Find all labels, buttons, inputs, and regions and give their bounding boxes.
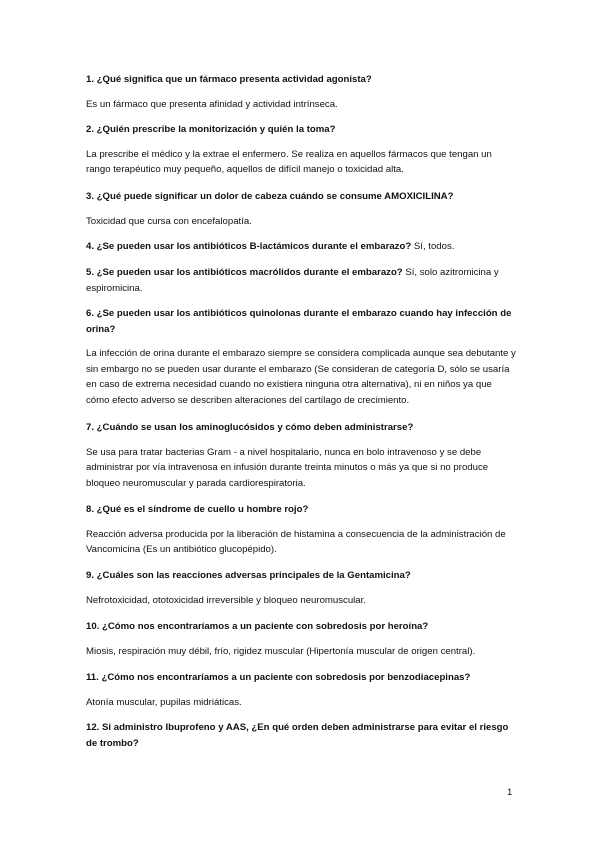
question-text: 2. ¿Quién prescribe la monitorización y quién la toma?: [86, 124, 336, 135]
question-text: 8. ¿Qué es el síndrome de cuello u hombre rojo?: [86, 504, 309, 515]
answer-text: Sí, solo azitromicina y espiromicina.: [86, 267, 499, 294]
answer-text: Toxicidad que cursa con encefalopatía.: [86, 215, 252, 227]
question-9: [86, 568, 516, 608]
answer-text: Sí, todos.: [411, 241, 455, 252]
question-5: [86, 265, 516, 296]
answer-text: Atonía muscular, pupilas midriáticas.: [86, 696, 242, 708]
question-text: 3. ¿Qué puede significar un dolor de cabeza cuándo se consume AMOXICILINA?: [86, 191, 454, 202]
question-text: 4. ¿Se pueden usar los antibióticos B-lactámicos durante el embarazo?: [86, 241, 412, 252]
question-2: [86, 122, 516, 178]
answer-text: Miosis, respiración muy débil, frío, rigidez muscular (Hipertonía muscular de origen central).: [86, 645, 476, 657]
question-text: 12. Si administro Ibuprofeno y AAS, ¿En qué orden deben administrarse para evitar el riesgo de trombo?: [86, 722, 509, 749]
question-text: 7. ¿Cuándo se usan los aminoglucósidos y cómo deben administrarse?: [86, 422, 414, 433]
question-text: 1. ¿Qué significa que un fármaco presenta actividad agonista?: [86, 74, 372, 85]
answer-text: La infección de orina durante el embarazo siempre se considera complicada aunque sea debutante y sin embargo no se pueden usar durante el embarazo (Se consideran de categoría D, sólo se usaría en caso de extrema necesidad cuando no existiera ninguna otra alternativa), ni en niños ya que cómo efecto adverso se describen alteraciones del cartílago de crecimiento.: [86, 348, 516, 406]
question-12: [86, 720, 516, 751]
question-3: [86, 189, 516, 229]
question-text: 9. ¿Cuáles son las reacciones adversas principales de la Gentamicina?: [86, 570, 411, 581]
question-text: 11. ¿Cómo nos encontraríamos a un paciente con sobredosis por benzodiacepinas?: [86, 672, 471, 683]
answer-text: Se usa para tratar bacterias Gram - a nivel hospitalario, nunca en bolo intravenoso y se debe administrar por vía intravenosa en infusión durante treinta minutos o más ya que si no produce bloqueo neuromuscular y parada cardiorespiratoria.: [86, 446, 489, 489]
answer-text: La prescribe el médico y la extrae el enfermero. Se realiza en aquellos fármacos que tengan un rango terapéutico muy pequeño, aquellos de difícil manejo o toxicidad alta.: [86, 148, 492, 175]
question-11: [86, 670, 516, 710]
question-8: [86, 502, 516, 558]
question-7: [86, 420, 516, 491]
answer-text: Nefrotoxicidad, ototoxicidad irreversible y bloqueo neuromuscular.: [86, 594, 366, 606]
question-text: 10. ¿Cómo nos encontraríamos a un paciente con sobredosis por heroína?: [86, 621, 429, 632]
question-4: [86, 239, 516, 255]
question-text: 6. ¿Se pueden usar los antibióticos quinolonas durante el embarazo cuando hay infección de orina?: [86, 308, 512, 335]
question-1: [86, 72, 516, 112]
answer-text: Es un fármaco que presenta afinidad y actividad intrínseca.: [86, 98, 338, 110]
question-6: [86, 306, 516, 408]
page-number: 1: [507, 787, 513, 798]
question-10: [86, 619, 516, 659]
question-text: 5. ¿Se pueden usar los antibióticos macrólidos durante el embarazo?: [86, 267, 403, 278]
answer-text: Reacción adversa producida por la liberación de histamina a consecuencia de la administración de Vancomicina (Es un antibiótico glucopépido).: [86, 528, 506, 555]
